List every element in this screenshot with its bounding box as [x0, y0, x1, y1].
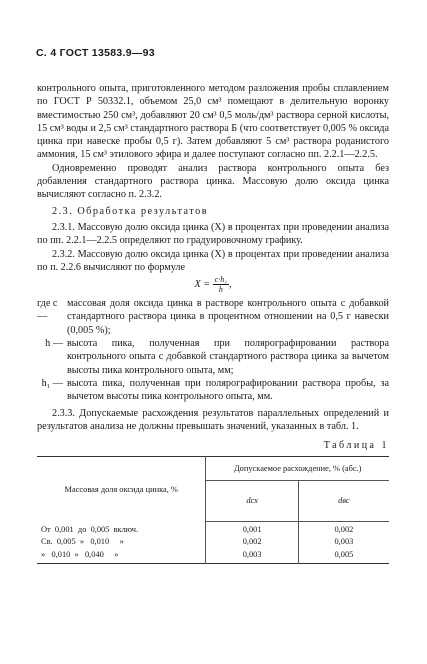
- definition-lead: h —: [45, 338, 63, 350]
- formula-denominator: h: [218, 285, 223, 295]
- document-body: [37, 82, 389, 564]
- definition-lead: h₁ —: [41, 377, 63, 389]
- cell-dvs: 0,003: [334, 537, 354, 547]
- definition-text: массовая доля оксида цинка в растворе контрольного опыта с добавкой стандартного раствора цинка в процентном отношении на 0,5 г навески (0,005 %);: [67, 298, 389, 336]
- variable-definitions: [37, 297, 389, 403]
- cell-dvs: 0,002: [334, 524, 354, 534]
- cell-dsx: 0,001: [242, 524, 262, 534]
- table-row-labels: [37, 521, 206, 564]
- row-label: От 0,001 до 0,005 включ.: [41, 524, 139, 534]
- table-col-dvs: [298, 521, 389, 564]
- table-header-tolerance: Допускаемое расхождение, % (абс.): [206, 457, 389, 480]
- cell-dsx: 0,002: [242, 537, 262, 547]
- paragraph-2-3-3: 2.3.3. Допускаемые расхождения результатов параллельных определений и результатов анализа не должны превышать значений, указанных в табл. 1.: [37, 407, 389, 432]
- tolerance-table: [37, 456, 389, 564]
- row-label: Св. 0,005 » 0,010 »: [41, 537, 124, 547]
- table-subheader-dsx: dсх: [206, 480, 298, 521]
- formula-fraction: [213, 275, 229, 294]
- definition-text: высота пика, полученная при полярографировании раствора контрольного опыта с добавкой стандартного раствора цинка за вычетом высоты пика контрольного опыта, мм;: [67, 338, 389, 376]
- definition-lead: где c —: [37, 298, 58, 323]
- page-header: С. 4 ГОСТ 13583.9—93: [36, 47, 155, 59]
- formula: [37, 275, 389, 294]
- row-label: » 0,010 » 0,040 »: [41, 549, 119, 559]
- paragraph-2-3-2: 2.3.2. Массовую долю оксида цинка (X) в процентах при проведении анализа по п. 2.2.6 вычисляют по формуле: [37, 248, 389, 273]
- formula-tail: ,: [229, 279, 232, 290]
- table-subheader-dvs: dвс: [298, 480, 389, 521]
- table-title: Таблица 1: [323, 440, 389, 452]
- formula-numerator: c·h₁: [214, 275, 227, 285]
- definition-text: высота пика, полученная при полярографировании раствора пробы, за вычетом высоты пика контрольного опыта, мм.: [67, 377, 389, 403]
- table-header-mass-fraction: Массовая доля оксида цинка, %: [37, 457, 206, 522]
- paragraph-continuation: контрольного опыта, приготовленного методом разложения пробы сплавлением по ГОСТ Р 50332.1, объемом 25,0 см³ помещают в делительную воронку вместимостью 250 см³, добавляют 20 см³ 0,5 моль/дм³ раствора серной кислоты, 15 см³ воды и 2,5 см³ стандартного раствора Б (что соответствует 0,005 % оксида цинка при навеске пробы 0,5 г). Затем добавляют 5 см³ раствора роданистого аммония, 15 см³ этилового эфира и далее поступают согласно пп. 2.2.1—2.2.5.: [37, 83, 389, 161]
- table-row: [37, 521, 389, 564]
- table-col-dsx: [206, 521, 298, 564]
- paragraph-2-3-1: 2.3.1. Массовую долю оксида цинка (X) в процентах при проведении анализа по пп. 2.2.1—2.2.5 определяют по градуировочному графику.: [37, 221, 389, 247]
- section-heading: 2.3. Обработка результатов: [52, 205, 209, 217]
- cell-dvs: 0,005: [334, 549, 354, 559]
- cell-dsx: 0,003: [242, 549, 262, 559]
- formula-lhs: X =: [194, 279, 211, 290]
- paragraph-simultaneous: Одновременно проводят анализ раствора контрольного опыта без добавления стандартного раствора цинка. Массовую долю оксида цинка вычисляют согласно п. 2.3.2.: [37, 162, 389, 201]
